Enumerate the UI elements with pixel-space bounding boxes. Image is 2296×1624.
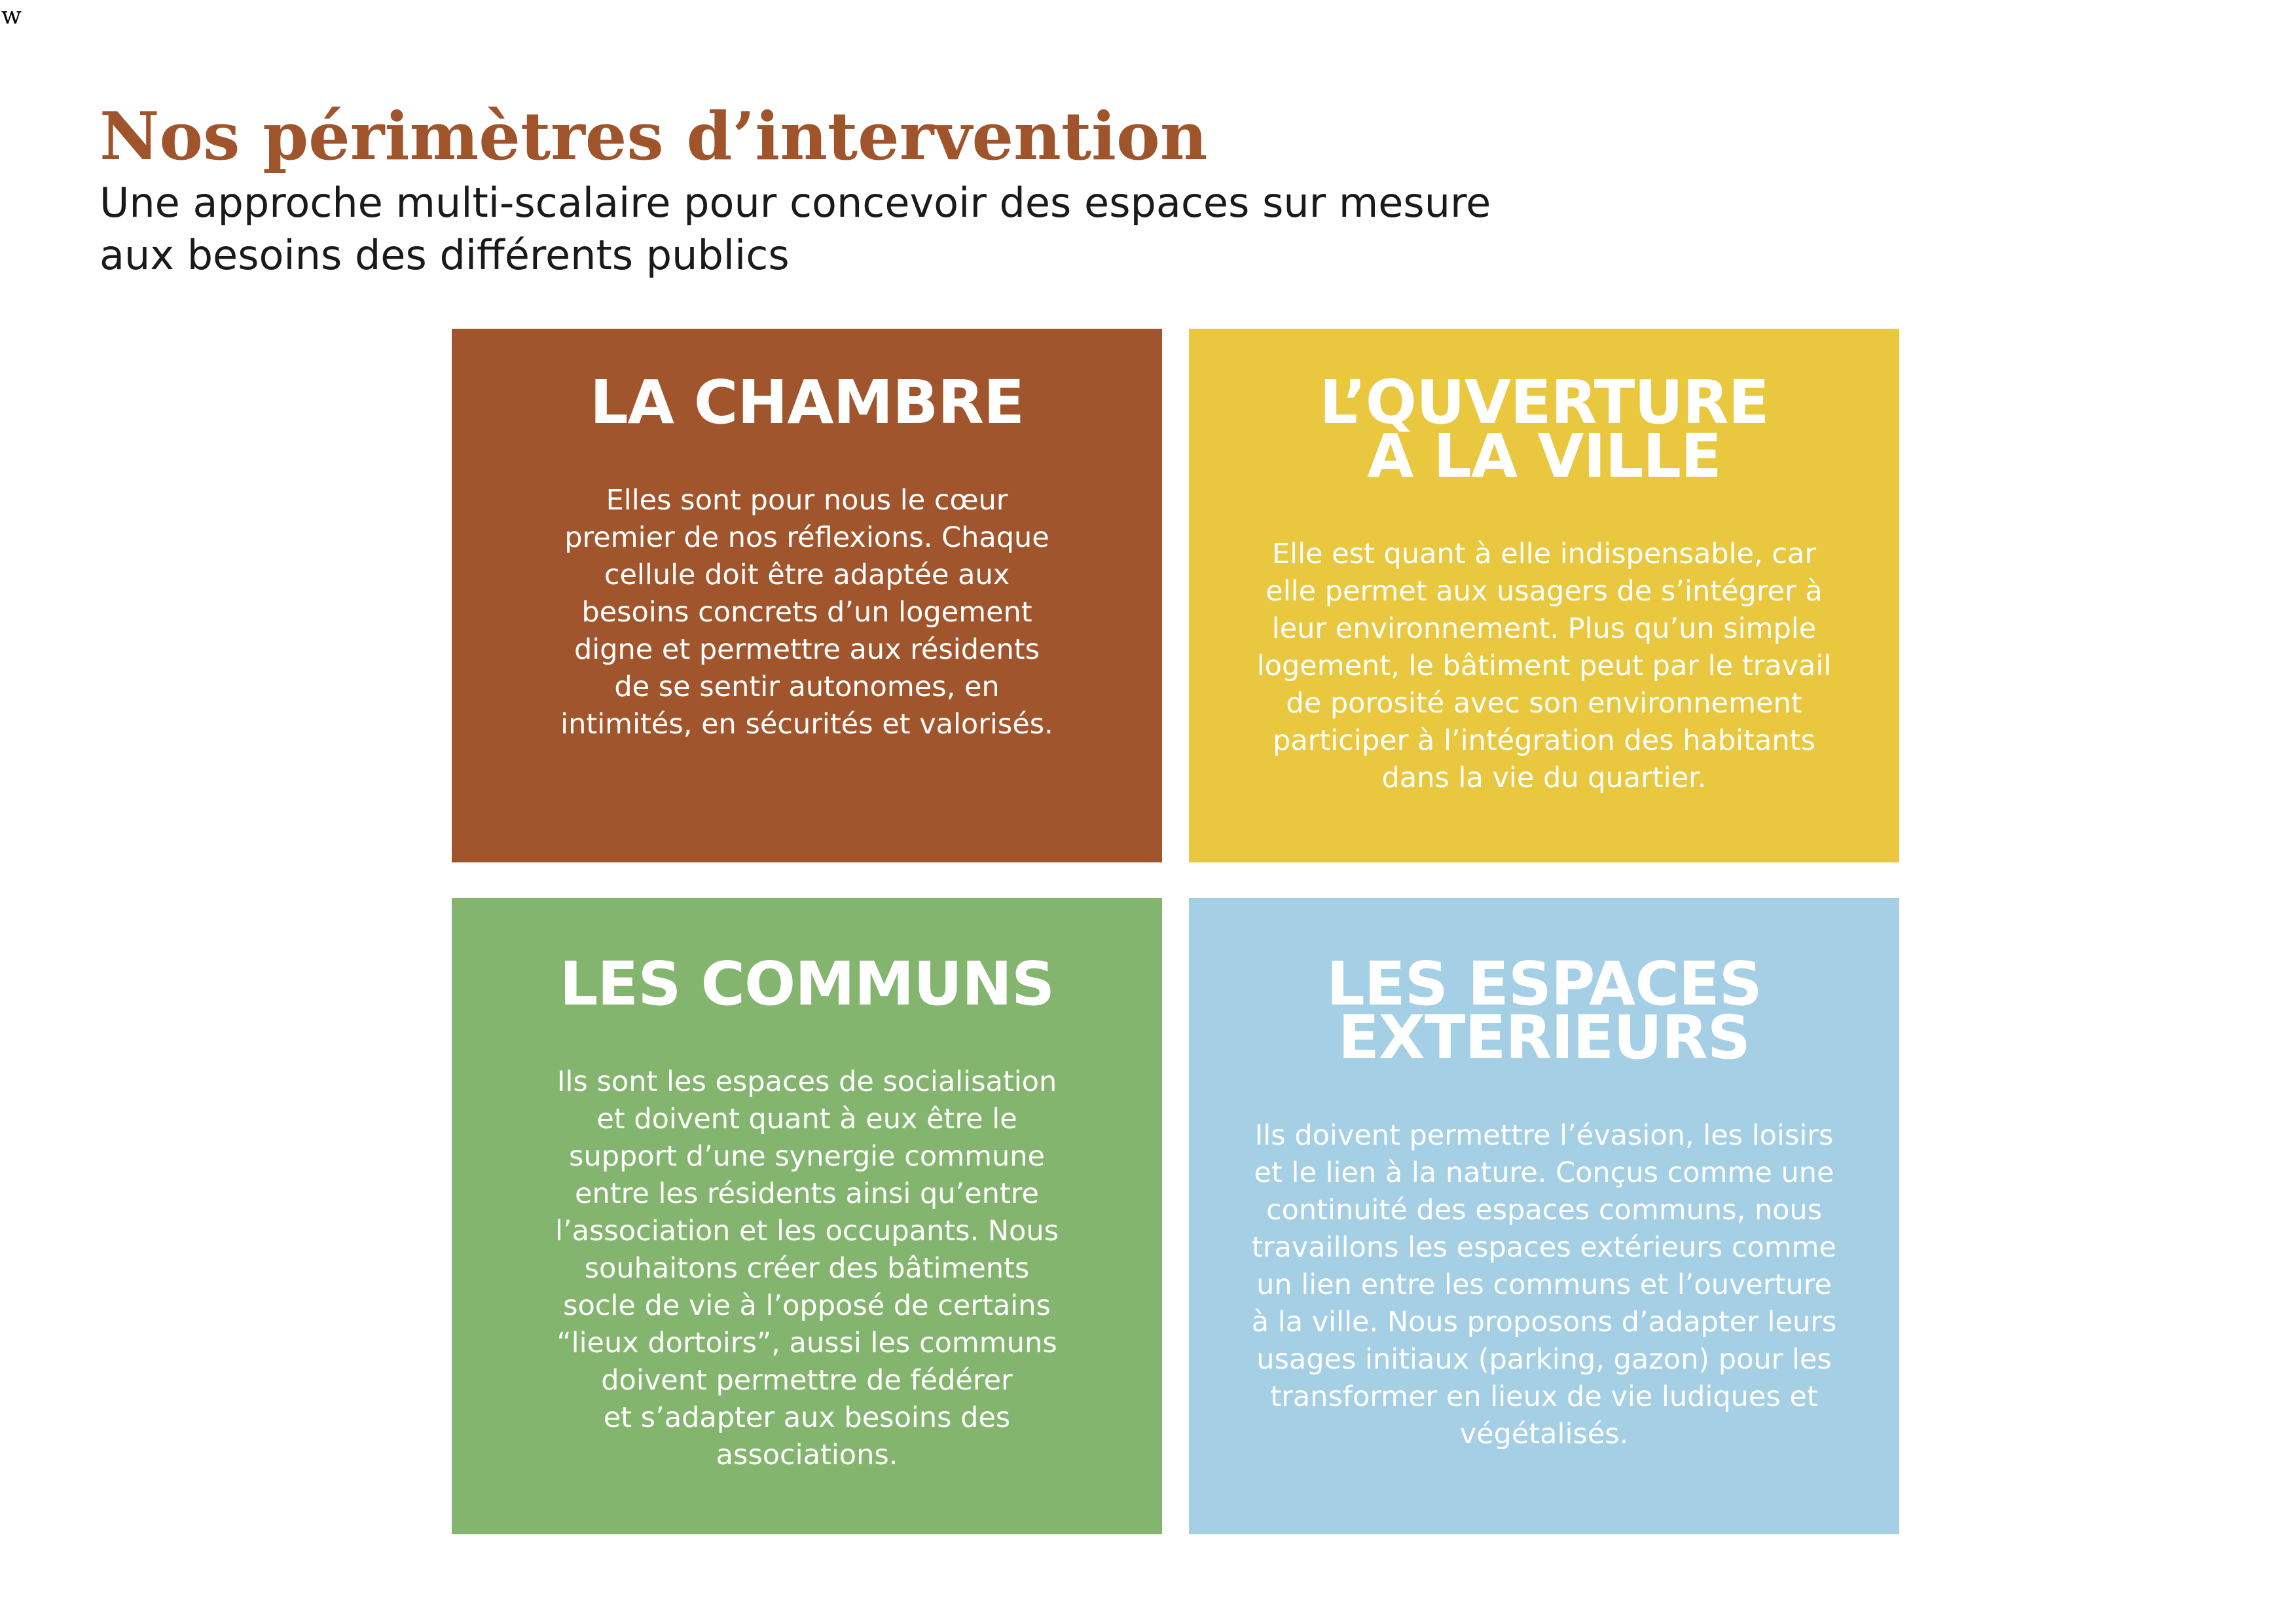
card-title: LA CHAMBRE bbox=[590, 367, 1024, 437]
card-title: LES ESPACES EXTERIEURS bbox=[1326, 949, 1762, 1073]
card-title: L’QUVERTURE A LA VILLE bbox=[1319, 367, 1769, 491]
corner-mark: w bbox=[1, 3, 22, 29]
card-ouverture-a-la-ville bbox=[1189, 329, 1899, 862]
card-les-communs bbox=[452, 898, 1162, 1534]
card-la-chambre bbox=[452, 329, 1162, 862]
card-title: LES COMMUNS bbox=[559, 949, 1055, 1019]
card-body: Elle est quant à elle indispensable, car elle permet aux usagers de s’intégrer à leur environnement. Plus qu’un simple logement, le bâtiment peut par le travail de porosité avec son environnement participer à l’intégration des habitants dans la vie du quartier. bbox=[1256, 538, 1832, 794]
page-title: Nos périmètres d’intervention bbox=[100, 98, 1208, 175]
page-subtitle: Une approche multi-scalaire pour concevoir des espaces sur mesure aux besoins des différents publics bbox=[100, 179, 1491, 279]
card-body: Ils sont les espaces de socialisation et doivent quant à eux être le support d’une synergie commune entre les résidents ainsi qu’entre l’association et les occupants. Nous souhaitons créer des bâtiments socle de vie à l’opposé de certains “lieux dortoirs”, aussi les communs doivent permettre de fédérer et s’adapter aux besoins des associations. bbox=[555, 1065, 1059, 1471]
card-body: Ils doivent permettre l’évasion, les loisirs et le lien à la nature. Conçus comme une continuité des espaces communs, nous travaillons les espaces extérieurs comme un lien entre les communs et l’ouverture à la ville. Nous proposons d’adapter leurs usages initiaux (parking, gazon) pour les transformer en lieux de vie ludiques et végétalisés. bbox=[1251, 1119, 1837, 1450]
card-body: Elles sont pour nous le cœur premier de nos réflexions. Chaque cellule doit être adaptée aux besoins concrets d’un logement digne et permettre aux résidents de se sentir autonomes, en intimités, en sécurités et valorisés. bbox=[560, 484, 1053, 741]
page-header bbox=[100, 98, 1491, 282]
card-les-espaces-exterieurs bbox=[1189, 898, 1899, 1534]
